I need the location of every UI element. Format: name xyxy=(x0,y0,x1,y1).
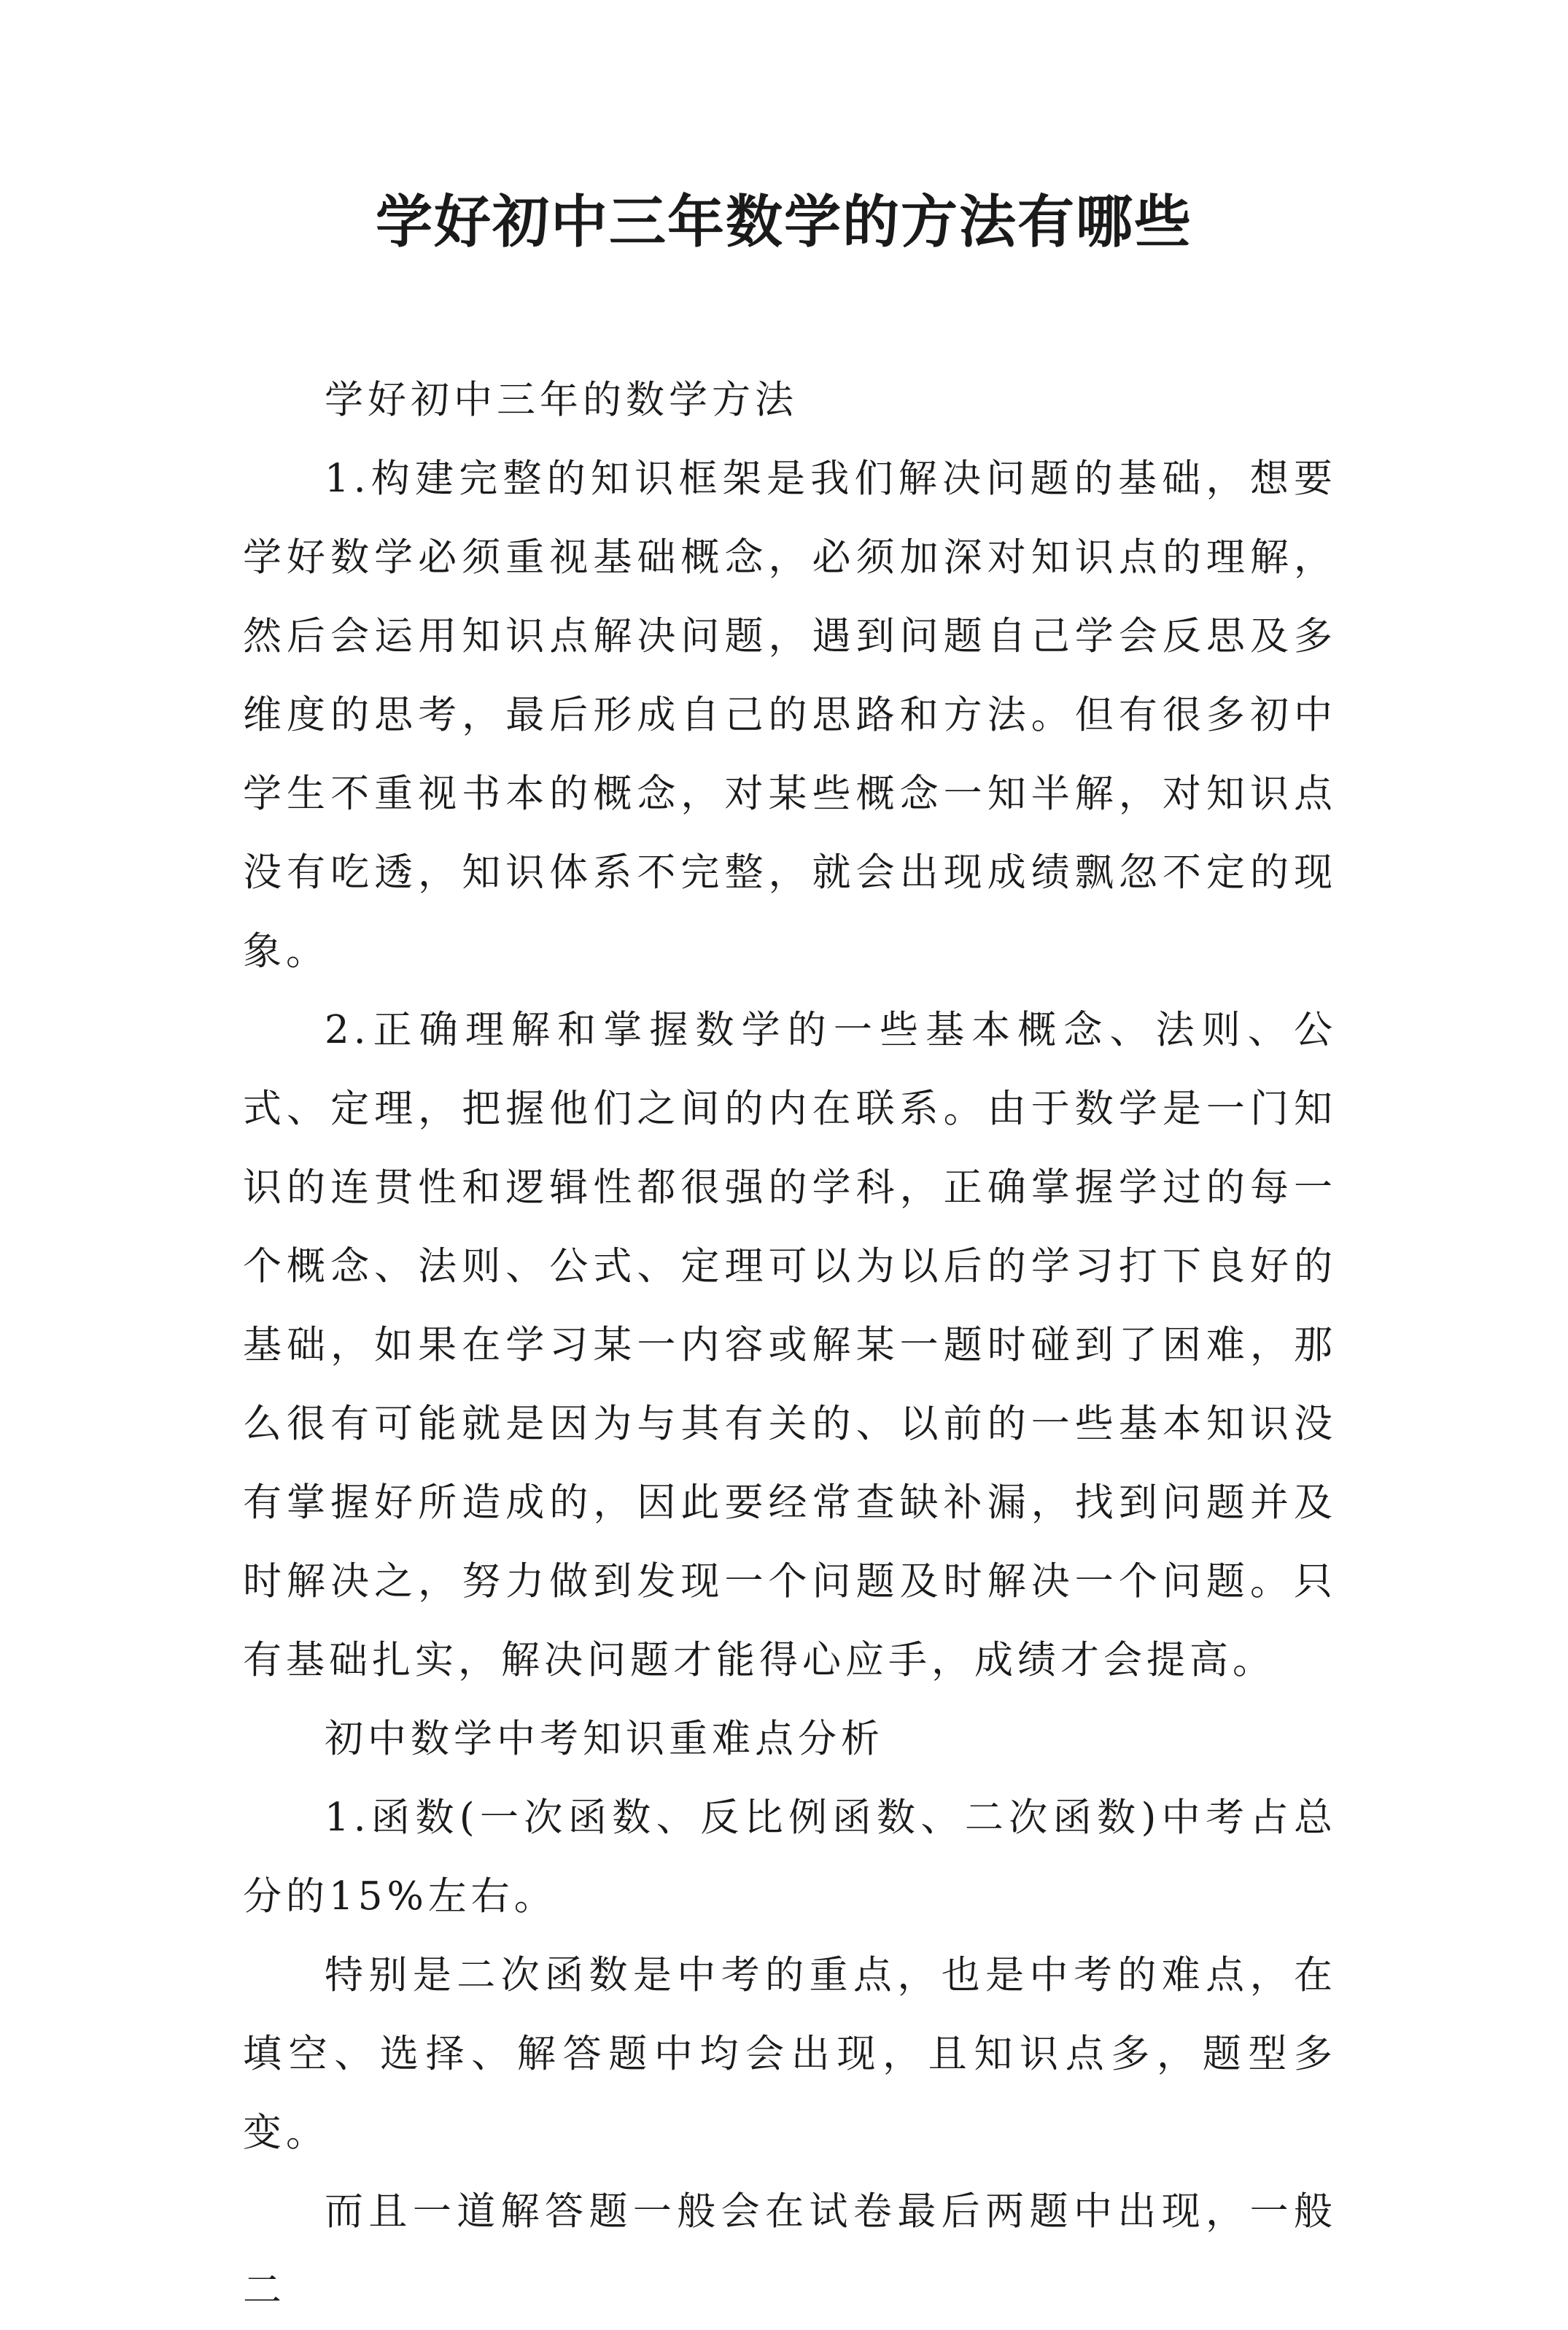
document-body xyxy=(243,361,1337,2330)
section-heading-methods: 学好初中三年的数学方法 xyxy=(325,378,798,422)
paragraph-quadratic-functions: 特别是二次函数是中考的重点，也是中考的难点，在填空、选择、解答题中均会出现，且知识点多，题型多变。 xyxy=(243,1953,1337,2155)
section-heading-exam-analysis: 初中数学中考知识重难点分析 xyxy=(325,1717,884,1761)
document-title: 学好初中三年数学的方法有哪些 xyxy=(375,189,1192,255)
paragraph-basic-concepts: 2.正确理解和掌握数学的一些基本概念、法则、公式、定理，把握他们之间的内在联系。由于数学是一门知识的连贯性和逻辑性都很强的学科，正确掌握学过的每一个概念、法则、公式、定理可以为以后的学习打下良好的基础，如果在学习某一内容或解某一题时碰到了困难，那么很有可能就是因为与其有关的、以前的一些基本知识没有掌握好所造成的，因此要经常查缺补漏，找到问题并及时解决之，努力做到发现一个问题及时解决一个问题。只有基础扎实，解决问题才能得心应手，成绩才会提高。 xyxy=(243,1008,1337,1682)
paragraph-knowledge-framework: 1.构建完整的知识框架是我们解决问题的基础，想要学好数学必须重视基础概念，必须加深对知识点的理解，然后会运用知识点解决问题，遇到问题自己学会反思及多维度的思考，最后形成自己的思路和方法。但有很多初中学生不重视书本的概念，对某些概念一知半解，对知识点没有吃透，知识体系不完整，就会出现成绩飘忽不定的现象。 xyxy=(243,457,1337,974)
paragraph-final-questions: 而且一道解答题一般会在试卷最后两题中出现，一般二 xyxy=(243,2189,1337,2312)
paragraph-functions: 1.函数(一次函数、反比例函数、二次函数)中考占总分的15%左右。 xyxy=(243,1795,1337,1919)
